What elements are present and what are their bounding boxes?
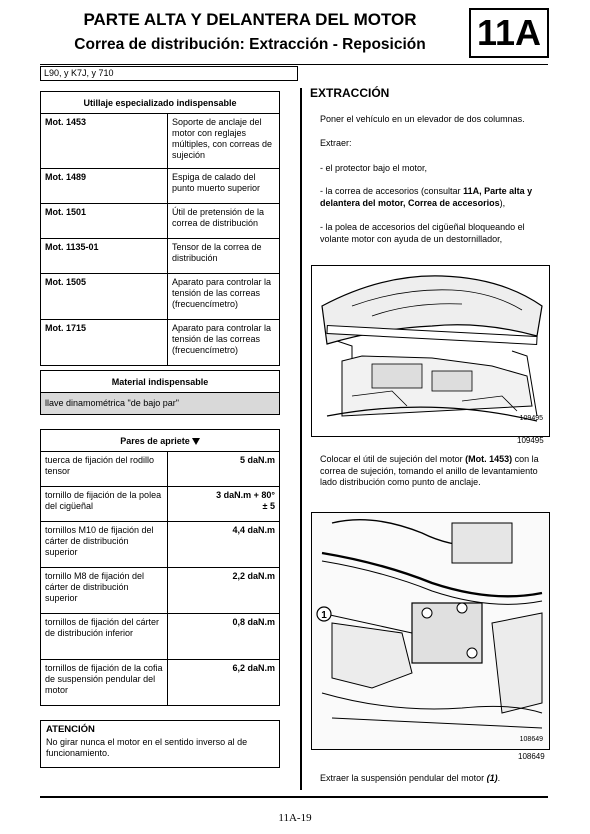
special-tools-table [40,91,280,366]
tool-code: Mot. 1715 [41,320,168,366]
step-text [320,454,552,489]
torque-value-text: 5 daN.m [239,455,275,465]
torque-name: tuerca de fijación del rodillo tensor [41,452,168,487]
step-text-part: - la correa de accesorios (consultar [320,186,464,196]
chapter-badge: 11A [469,8,549,58]
figure-number: 109495 [517,436,544,445]
torque-name: tornillos M10 de fijación del cárter de distribución superior [41,522,168,568]
torque-name: tornillo M8 de fijación del cárter de distribución superior [41,568,168,614]
torque-heading [41,430,280,452]
step-text [320,186,550,209]
attention-heading: ATENCIÓN [46,724,95,735]
table-row [41,169,280,204]
torque-value [168,452,280,487]
figure-inner-ref: 109495 [519,415,543,422]
step-text: - el protector bajo el motor, [320,163,428,173]
attention-text: No girar nunca el motor en el sentido inverso al de funcionamiento. [46,737,248,758]
table-row [41,568,280,614]
step-text: - la polea de accesorios del cigüeñal bloqueando el volante motor con ayuda de un destornillador, [320,222,525,244]
torque-name: tornillos de fijación del cárter de distribución inferior [41,614,168,660]
torque-table [40,429,280,706]
page-number: 11A-19 [278,812,312,824]
attention-box [40,720,280,768]
tool-desc: Tensor de la correa de distribución [168,239,280,274]
column-divider [300,88,302,790]
table-row [41,522,280,568]
engine-mount-illustration [312,513,549,749]
engine-codes: L90, y K7J, y 710 [40,66,298,81]
figure-number: 108649 [518,752,545,761]
tool-desc: Espiga de calado del punto muerto superior [168,169,280,204]
torque-value-text: 4,4 daN.m [232,525,275,535]
step-text-part: ), [499,197,506,208]
material-item: llave dinamométrica "de bajo par" [41,393,280,415]
torque-value [168,487,280,522]
torque-value [168,568,280,614]
table-row [41,452,280,487]
table-row [41,239,280,274]
tool-code: Mot. 1489 [41,169,168,204]
step-text-part: Colocar el útil de sujeción del motor [320,454,466,464]
torque-value-tolerance: ± 5 [262,501,275,511]
figure-hood-open [311,265,550,437]
callout-number: 1 [321,610,327,621]
tool-desc: Útil de pretensión de la correa de distribución [168,204,280,239]
torque-value-text: 3 daN.m + 80° [216,490,275,500]
table-row [41,274,280,320]
step-text-ref: 11A, Parte alta y delantera del motor, Correa de accesorios [320,186,533,208]
table-row [41,204,280,239]
triangle-down-icon [192,438,200,445]
hood-illustration [312,266,549,436]
material-heading: Material indispensable [41,371,280,393]
tool-desc: Soporte de anclaje del motor con reglajes múltiples, con correas de sujeción [168,114,280,169]
torque-value-text: 0,8 daN.m [232,617,275,627]
figure-engine-mount [311,512,550,750]
step-text-ref: (Mot. 1453) [465,454,513,464]
torque-name: tornillos de fijación de la cofia de suspensión pendular del motor [41,660,168,706]
table-row [41,320,280,366]
tools-heading: Utillaje especializado indispensable [41,92,280,114]
page-title: PARTE ALTA Y DELANTERA DEL MOTOR [83,10,417,29]
torque-name: tornillo de fijación de la polea del cigüeñal [41,487,168,522]
torque-heading-text: Pares de apriete [120,436,190,446]
step-text: Poner el vehículo en un elevador de dos columnas. [320,114,525,124]
tool-desc: Aparato para controlar la tensión de las correas (frecuencímetro) [168,320,280,366]
table-row [41,114,280,169]
page-subtitle: Correa de distribución: Extracción - Reposición [74,36,426,53]
torque-value-text: 6,2 daN.m [232,663,275,673]
torque-value [168,660,280,706]
tool-desc: Aparato para controlar la tensión de las correas (frecuencímetro) [168,274,280,320]
torque-value-text: 2,2 daN.m [232,571,275,581]
table-row [41,660,280,706]
header-divider [40,64,548,65]
tool-code: Mot. 1453 [41,114,168,169]
tool-code: Mot. 1135-01 [41,239,168,274]
footer-divider [40,796,548,798]
section-heading: EXTRACCIÓN [310,86,390,100]
step-text-part: con la correa de sujeción, tomando el anillo de levantamiento lado distribución como punto de anclaje. [320,454,539,487]
step-text-part: Extraer la suspensión pendular del motor [320,773,487,783]
table-row [41,487,280,522]
step-text [320,773,552,785]
step-text-ref: (1) [486,773,498,783]
step-text-part: . [497,773,501,783]
torque-value [168,522,280,568]
tool-code: Mot. 1501 [41,204,168,239]
step-text: Extraer: [320,138,352,148]
tool-code: Mot. 1505 [41,274,168,320]
table-row [41,614,280,660]
material-table [40,370,280,415]
torque-value [168,614,280,660]
figure-inner-ref: 108649 [519,736,543,743]
